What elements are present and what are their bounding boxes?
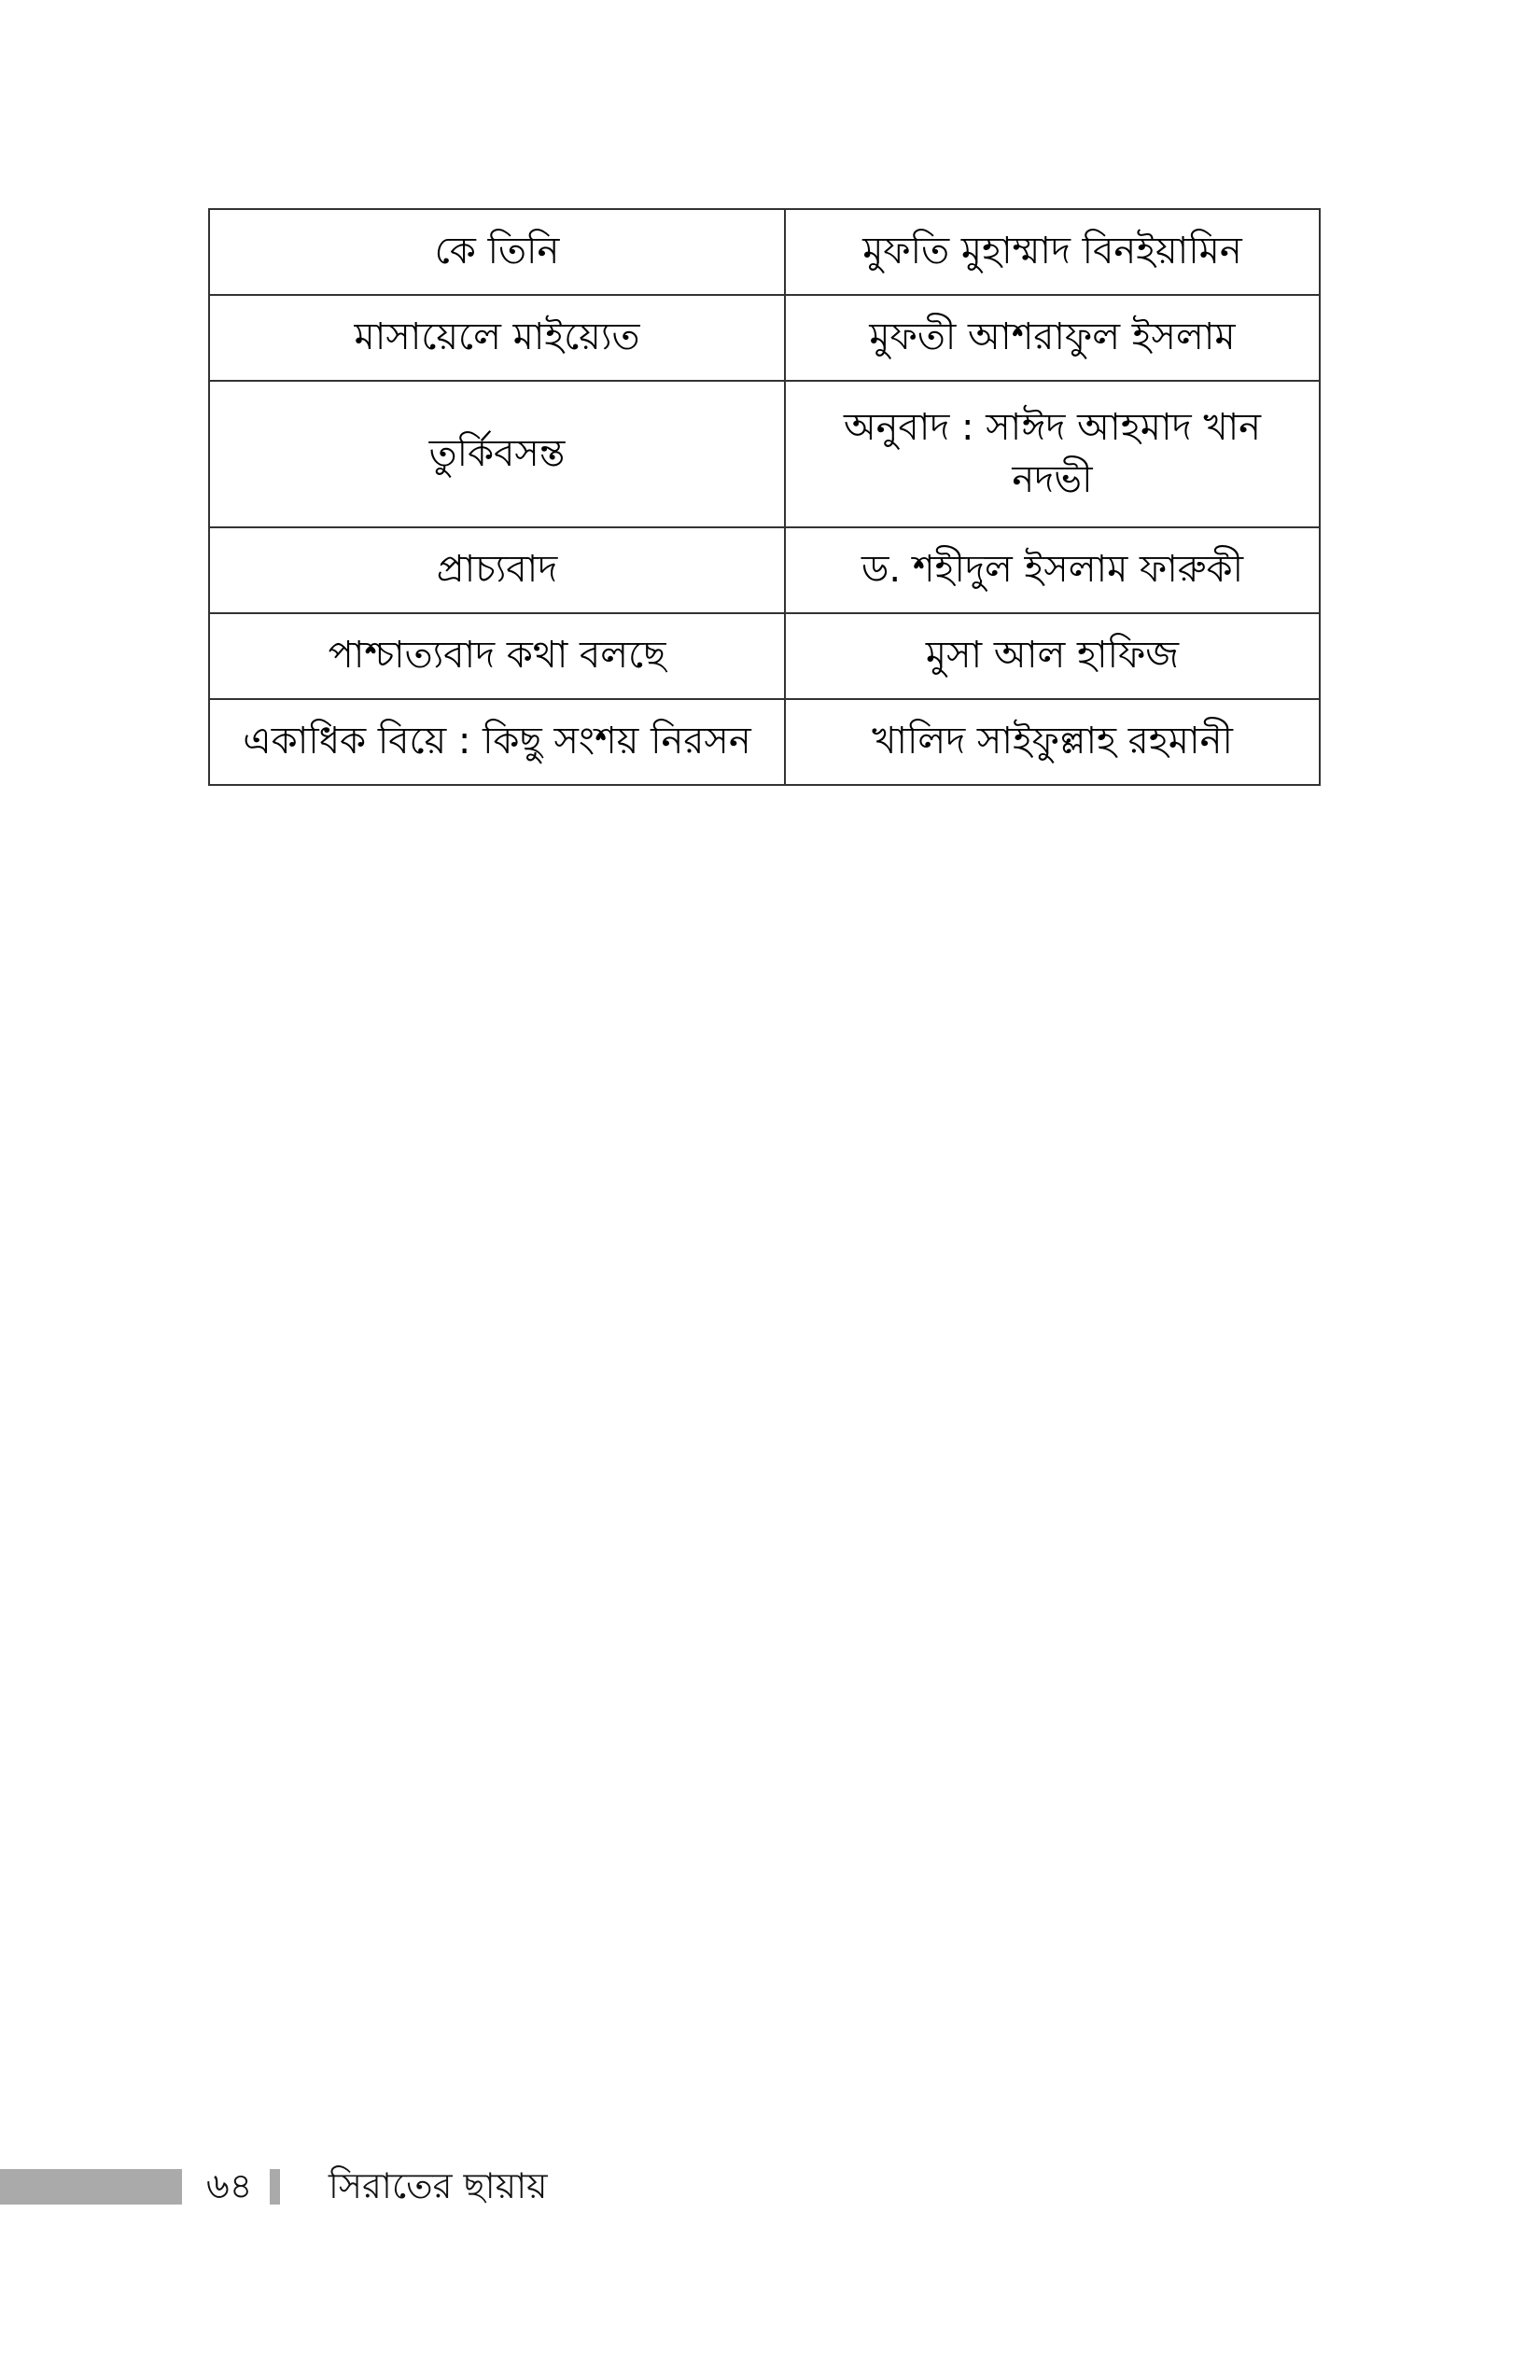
book-author-cell: অনুবাদ : সাঈদ আহমাদ খান নদভী (785, 381, 1320, 527)
footer-divider (270, 2169, 280, 2205)
book-author-cell: ড. শহীদুল ইসলাম ফারুকী (785, 527, 1320, 613)
book-author-cell: মুফতি মুহাম্মাদ বিনইয়ামিন (785, 209, 1320, 295)
book-title-cell: তুর্কিবসন্ত (209, 381, 785, 527)
book-title-cell: প্রাচ্যবাদ (209, 527, 785, 613)
running-title: সিরাতের ছায়ায় (329, 2165, 548, 2206)
book-title-cell: পাশ্চাত্যবাদ কথা বলছে (209, 613, 785, 699)
book-title-cell: মাসায়েলে মাইয়্যেত (209, 295, 785, 381)
table-row (209, 527, 1320, 613)
book-title-cell: কে তিনি (209, 209, 785, 295)
book-list-table (208, 208, 1321, 786)
table-row (209, 381, 1320, 527)
book-author-cell: মুফতী আশরাফুল ইসলাম (785, 295, 1320, 381)
table-row (209, 209, 1320, 295)
book-title-cell: একাধিক বিয়ে : কিছু সংশয় নিরসন (209, 699, 785, 785)
table-row (209, 613, 1320, 699)
table-row (209, 295, 1320, 381)
table-row (209, 699, 1320, 785)
page-number: ৬৪ (206, 2165, 253, 2206)
footer-decorative-bar (0, 2169, 182, 2205)
book-author-cell: খালিদ সাইফুল্লাহ রহমানী (785, 699, 1320, 785)
book-author-cell: মুসা আল হাফিজ (785, 613, 1320, 699)
